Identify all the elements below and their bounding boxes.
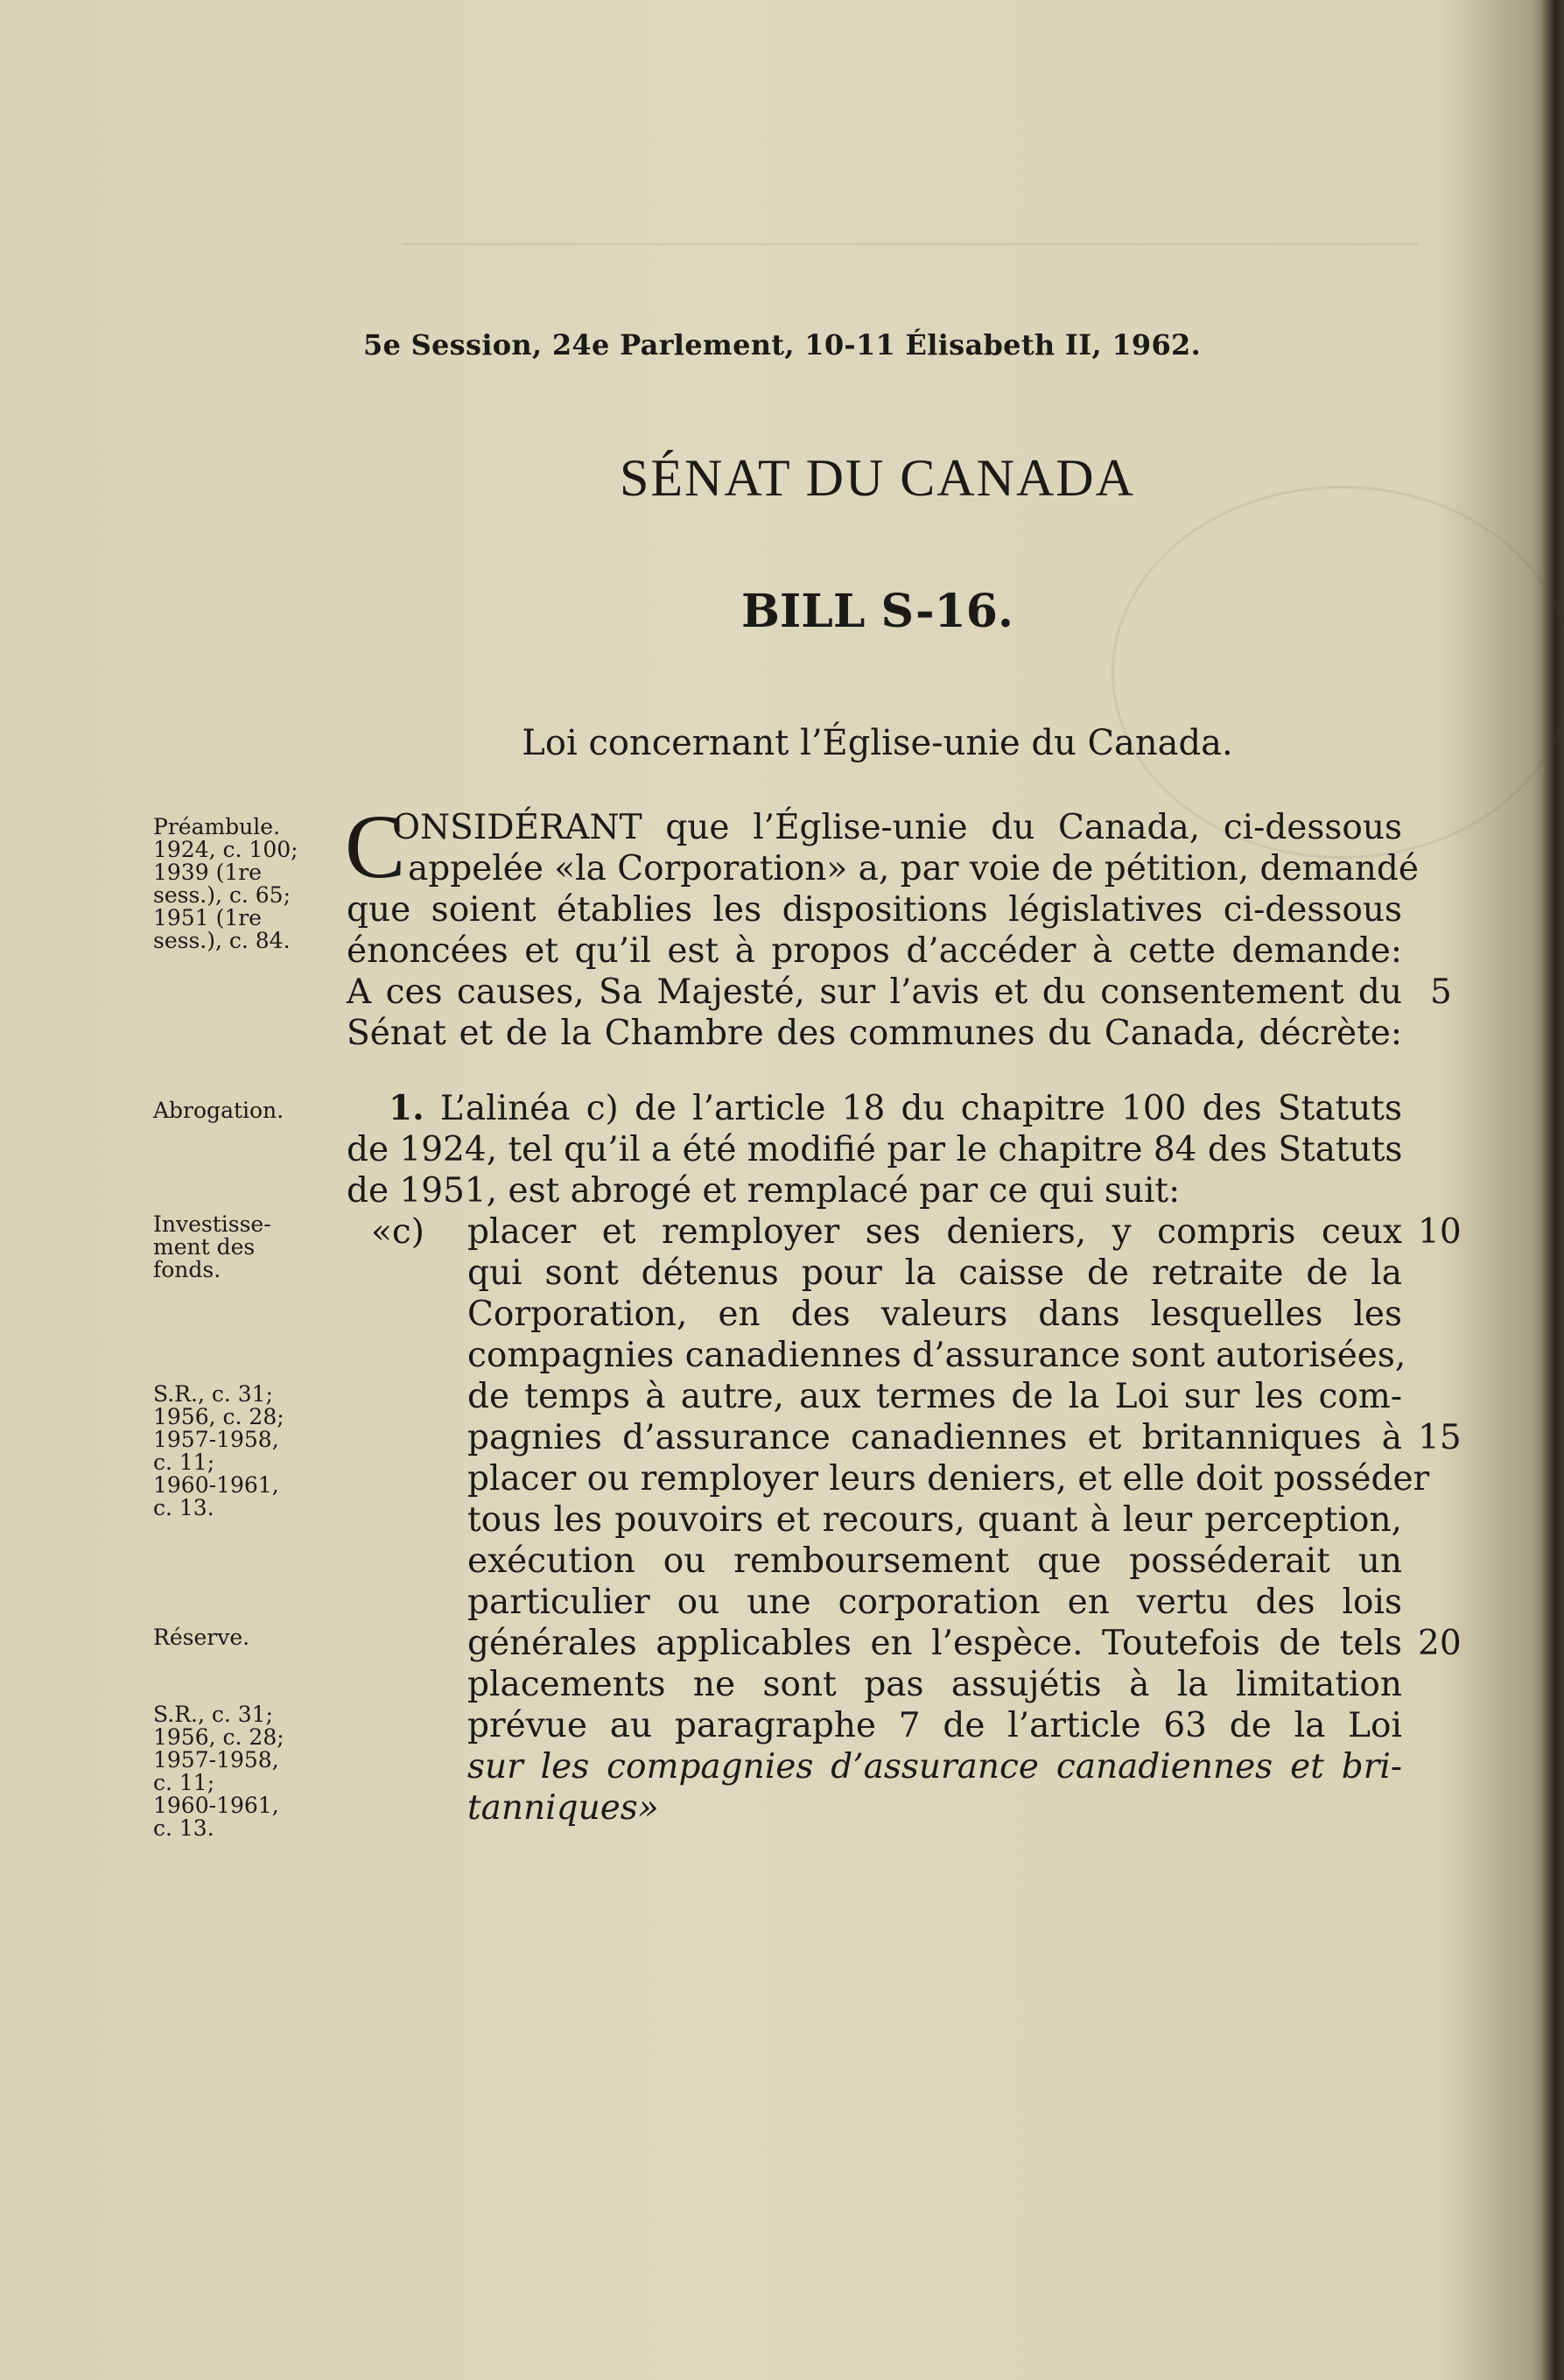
preamble-line: appelée «la Corporation» a, par voie de pétition, demandé — [408, 849, 1419, 888]
chamber-title: SÉNAT DU CANADA — [620, 449, 1135, 507]
margin-ref: 1956, c. 28; — [153, 1404, 284, 1429]
clause-line: tanniques» — [467, 1788, 659, 1828]
preamble-line: A ces causes, Sa Majesté, sur l’avis et du consentement du — [347, 972, 1402, 1012]
preamble-dropcap: C — [345, 797, 406, 897]
section1-line: de 1924, tel qu’il a été modifié par le chapitre 84 des Statuts — [347, 1130, 1403, 1169]
section-number: 1. — [389, 1088, 424, 1128]
clause-line: compagnies canadiennes d’assurance sont autorisées, — [467, 1336, 1406, 1375]
clause-marker: «c) — [371, 1212, 424, 1252]
bill-subject: Loi concernant l’Église-unie du Canada. — [522, 723, 1233, 763]
margin-ref: c. 11; — [153, 1450, 215, 1475]
bill-number: BILL S-16. — [740, 585, 1013, 638]
preamble-line: Sénat et de la Chambre des communes du Canada, décrète: — [347, 1014, 1402, 1053]
margin-ref: c. 13. — [153, 1495, 214, 1520]
margin-ref: 1924, c. 100; — [153, 837, 298, 862]
margin-ref: c. 11; — [153, 1770, 215, 1795]
clause-line: placements ne sont pas assujétis à la limitation — [467, 1665, 1402, 1704]
clause-line: prévue au paragraphe 7 de l’article 63 de la Loi — [467, 1706, 1402, 1745]
clause-line: sur les compagnies d’assurance canadiennes et bri- — [467, 1747, 1402, 1787]
margin-ref: sess.), c. 84. — [153, 928, 291, 953]
clause-line: tous les pouvoirs et recours, quant à leur perception, — [467, 1500, 1402, 1540]
clause-line: placer et remployer ses deniers, y compris ceux — [467, 1212, 1402, 1252]
line-number: 10 — [1418, 1212, 1462, 1252]
margin-ref: sess.), c. 65; — [153, 882, 291, 908]
clause-line: exécution ou remboursement que posséderait un — [467, 1541, 1402, 1581]
line-number: 15 — [1418, 1418, 1462, 1457]
margin-investment-line: ment des — [153, 1234, 256, 1260]
margin-note-repeal: Abrogation. — [153, 1098, 284, 1123]
line-number: 20 — [1418, 1624, 1462, 1663]
margin-ref: c. 13. — [153, 1815, 214, 1841]
clause-line: générales applicables en l’espèce. Toutefois de tels — [467, 1624, 1402, 1663]
preamble-line: ONSIDÉRANT que l’Église-unie du Canada, ci-dessous — [392, 808, 1402, 847]
clause-line: de temps à autre, aux termes de la Loi sur les com- — [467, 1377, 1402, 1416]
clause-line: particulier ou une corporation en vertu des lois — [467, 1583, 1402, 1622]
preamble-line: que soient établies les dispositions législatives ci-dessous — [347, 890, 1402, 930]
clause-line: placer ou remployer leurs deniers, et elle doit posséder — [467, 1459, 1430, 1499]
bleed-through-rule — [403, 243, 1418, 245]
margin-note-investment — [153, 1213, 328, 1281]
margin-ref: 1951 (1re — [153, 905, 262, 930]
preamble-line: énoncées et qu’il est à propos d’accéder à cette demande: — [347, 931, 1402, 971]
margin-note-preamble — [153, 816, 328, 952]
line-number: 5 — [1430, 972, 1452, 1012]
section1-line-text: L’alinéa c) de l’article 18 du chapitre 100 des Statuts — [439, 1089, 1402, 1128]
margin-investment-line: Investisse- — [153, 1211, 271, 1237]
clause-line: Corporation, en des valeurs dans lesquelles les — [467, 1295, 1402, 1334]
margin-ref: 1960-1961, — [153, 1472, 279, 1498]
margin-note-reserve: Réserve. — [153, 1625, 250, 1650]
margin-ref: S.R., c. 31; — [153, 1702, 273, 1727]
clause-line: pagnies d’assurance canadiennes et britanniques à — [467, 1418, 1402, 1457]
margin-ref: 1957-1958, — [153, 1427, 279, 1452]
session-header: 5e Session, 24e Parlement, 10-11 Élisabeth II, 1962. — [362, 328, 1202, 362]
section1-line: de 1951, est abrogé et remplacé par ce qui suit: — [347, 1171, 1181, 1211]
margin-ref: 1957-1958, — [153, 1747, 279, 1773]
margin-ref: S.R., c. 31; — [153, 1381, 273, 1407]
clause-line: qui sont détenus pour la caisse de retraite de la — [467, 1253, 1402, 1293]
margin-note-refs-2 — [153, 1703, 328, 1840]
margin-ref: 1956, c. 28; — [153, 1724, 284, 1750]
faint-stamp — [1112, 486, 1564, 859]
margin-note-refs-1 — [153, 1383, 328, 1520]
margin-preamble-title: Préambule. — [153, 814, 281, 839]
margin-ref: 1939 (1re — [153, 860, 262, 885]
margin-ref: 1960-1961, — [153, 1793, 279, 1818]
margin-investment-line: fonds. — [153, 1257, 221, 1282]
section1-line — [389, 1088, 1402, 1129]
